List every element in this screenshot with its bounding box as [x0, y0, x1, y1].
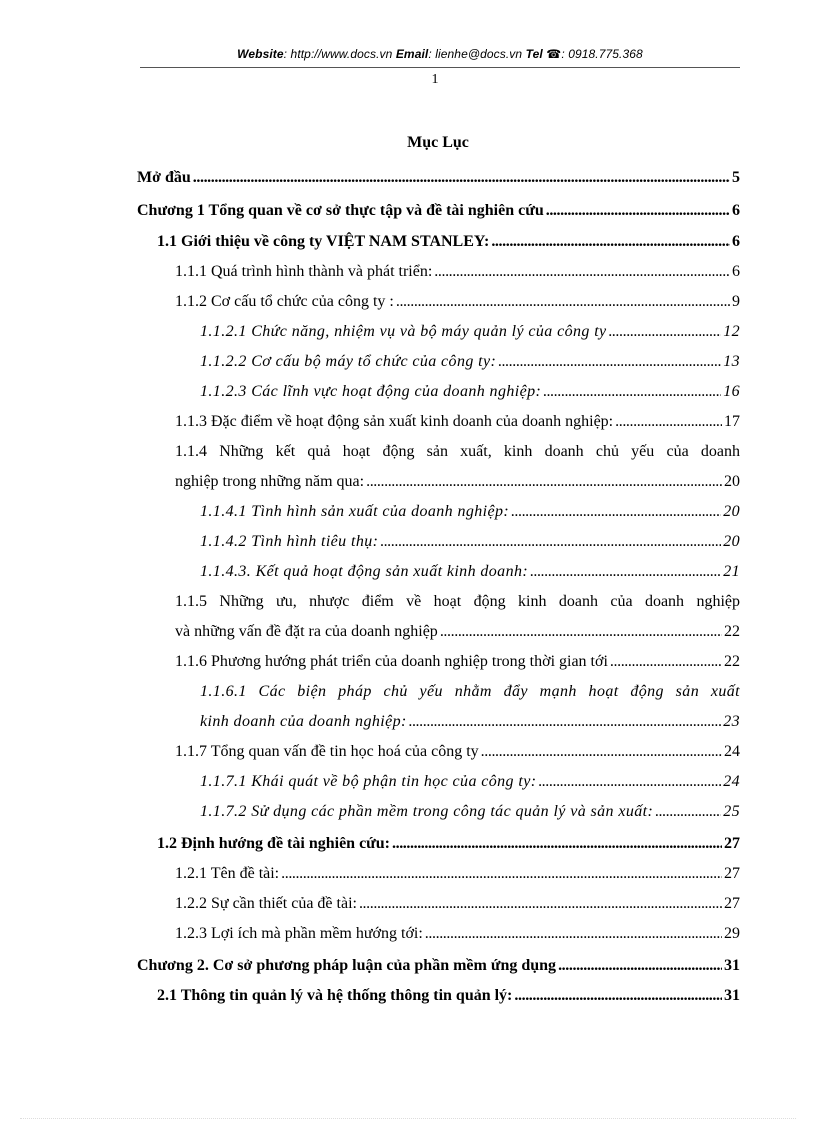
- dot-leader: [615, 412, 722, 432]
- toc-entry-page: 27: [724, 865, 740, 882]
- toc-entry: [200, 382, 740, 404]
- toc-entry-text: 1.1.2.3 Các lĩnh vực hoạt động của doanh nghiệp:: [200, 383, 542, 400]
- toc-entry: [137, 168, 740, 190]
- toc-entry-text: 1.1.1 Quá trình hình thành và phát triển:: [175, 263, 433, 280]
- toc-entry-page: 20: [723, 533, 740, 550]
- toc-entry-text: 1.2.3 Lợi ích mà phần mềm hướng tới:: [175, 925, 423, 942]
- toc-entry: [157, 834, 740, 856]
- dot-leader: [543, 382, 721, 402]
- phone-icon: ☎: [546, 47, 562, 61]
- toc-entry-text: 1.1.2 Cơ cấu tổ chức của công ty :: [175, 293, 394, 310]
- toc-entry-line: 1.1.4 Những kết quả hoạt động sản xuất, kinh doanh chủ yếu của doanh: [175, 443, 740, 460]
- toc-entry-page: 5: [732, 169, 740, 186]
- website-label: Website: [237, 47, 284, 61]
- toc-entry: [200, 772, 740, 794]
- toc-title: Mục Lục: [407, 134, 469, 151]
- dot-leader: [538, 772, 721, 792]
- toc-entry-page: 27: [724, 895, 740, 912]
- toc-entry-page: 23: [723, 713, 740, 730]
- dot-leader: [366, 472, 722, 492]
- toc-entry-text: 1.1.2.2 Cơ cấu bộ máy tổ chức của công ty:: [200, 353, 497, 370]
- toc-entry: [200, 802, 740, 824]
- toc-entry: [175, 742, 740, 764]
- toc-entry-text: 1.1.4.3. Kết quả hoạt động sản xuất kinh doanh:: [200, 563, 529, 580]
- toc-entry-text: kinh doanh của doanh nghiệp:: [200, 713, 407, 730]
- dot-leader: [409, 712, 721, 732]
- dot-leader: [558, 956, 722, 976]
- tel-label: Tel: [525, 47, 543, 61]
- toc-entry-text: 2.1 Thông tin quản lý và hệ thống thông tin quản lý:: [157, 987, 513, 1004]
- toc-entry: [200, 352, 740, 374]
- toc-entry-text: 1.1 Giới thiệu về công ty VIỆT NAM STANLEY:: [157, 233, 490, 250]
- toc-entry-text: 1.1.7 Tổng quan vấn đề tin học hoá của công ty: [175, 743, 479, 760]
- dot-leader: [481, 742, 722, 762]
- toc-entry-page: 12: [723, 323, 740, 340]
- header-divider: [140, 67, 740, 68]
- toc-entry: [137, 201, 740, 223]
- toc-entry-text: nghiệp trong những năm qua:: [175, 473, 365, 490]
- dot-leader: [511, 502, 721, 522]
- dot-leader: [610, 652, 722, 672]
- toc-entry-page: 24: [724, 743, 740, 760]
- toc-entry: [200, 712, 740, 734]
- toc-entry: [157, 986, 740, 1008]
- toc-entry-page: 31: [724, 987, 740, 1004]
- toc-entry: [175, 894, 740, 916]
- toc-entry-line: 1.1.5 Những ưu, nhược điểm về hoạt động kinh doanh của doanh nghiệp: [175, 593, 740, 610]
- page-header: [140, 47, 740, 61]
- toc-entry: [157, 232, 740, 254]
- dot-leader: [530, 562, 721, 582]
- toc-entry-page: 20: [724, 473, 740, 490]
- toc-entry: [175, 412, 740, 434]
- toc-entry-text: 1.2.2 Sự cần thiết của đề tài:: [175, 895, 357, 912]
- email-label: Email: [395, 47, 429, 61]
- toc-entry-page: 29: [724, 925, 740, 942]
- toc-entry: [175, 292, 740, 314]
- toc-entry-page: 9: [732, 293, 740, 310]
- toc-entry-page: 6: [732, 263, 740, 280]
- toc-entry-page: 16: [723, 383, 740, 400]
- toc-entry-text: 1.1.4.2 Tình hình tiêu thụ:: [200, 533, 379, 550]
- toc-entry-text: 1.1.2.1 Chức năng, nhiệm vụ và bộ máy quản lý của công ty: [200, 323, 607, 340]
- toc-entry-text: 1.2.1 Tên đề tài:: [175, 865, 280, 882]
- toc-entry-text: 1.1.7.1 Khái quát về bộ phận tin học của công ty:: [200, 773, 537, 790]
- toc-entry-text: 1.1.6 Phương hướng phát triển của doanh nghiệp trong thời gian tới: [175, 653, 608, 670]
- toc-entry-text: 1.1.4.1 Tình hình sản xuất của doanh nghiệp:: [200, 503, 510, 520]
- dot-leader: [396, 292, 730, 312]
- toc-entry: [175, 262, 740, 284]
- toc-entry-page: 13: [723, 353, 740, 370]
- toc-entry: [175, 924, 740, 946]
- toc-entry-page: 6: [732, 233, 740, 250]
- email-value: : lienhe@docs.vn: [428, 47, 523, 61]
- toc-entry-page: 22: [724, 623, 740, 640]
- dot-leader: [359, 894, 722, 914]
- toc-entry-line: 1.1.6.1 Các biện pháp chủ yếu nhằm đẩy mạnh hoạt động sản xuất: [200, 683, 740, 700]
- toc-entry: [200, 532, 740, 554]
- toc-entry: [200, 562, 740, 584]
- dot-leader: [434, 262, 730, 282]
- toc-entry: [175, 472, 740, 494]
- toc-entry-page: 21: [723, 563, 740, 580]
- toc-entry: [137, 956, 740, 978]
- toc-entry-text: 1.1.3 Đặc điểm về hoạt động sản xuất kinh doanh của doanh nghiệp:: [175, 413, 614, 430]
- website-value: : http://www.docs.vn: [283, 47, 393, 61]
- toc-entry-page: 27: [724, 835, 740, 852]
- toc-entry-text: Chương 1 Tổng quan về cơ sở thực tập và đề tài nghiên cứu: [137, 202, 544, 219]
- dot-leader: [281, 864, 722, 884]
- toc-entry-page: 31: [724, 957, 740, 974]
- toc-entry: [200, 502, 740, 524]
- dot-leader: [609, 322, 722, 342]
- toc-entry-text: Chương 2. Cơ sở phương pháp luận của phần mềm ứng dụng: [137, 957, 557, 974]
- toc-entry-page: 20: [723, 503, 740, 520]
- dot-leader: [491, 232, 730, 252]
- dot-leader: [392, 834, 722, 854]
- footer-divider: [20, 1118, 796, 1119]
- toc-entry: [175, 622, 740, 644]
- tel-value: : 0918.775.368: [561, 47, 643, 61]
- toc-entry-page: 6: [732, 202, 740, 219]
- dot-leader: [380, 532, 721, 552]
- dot-leader: [498, 352, 721, 372]
- dot-leader: [193, 168, 730, 188]
- dot-leader: [546, 201, 730, 221]
- toc-entry-text: 1.1.7.2 Sử dụng các phần mềm trong công tác quản lý và sản xuất:: [200, 803, 654, 820]
- toc-entry-text: Mở đầu: [137, 169, 191, 186]
- toc-entry: [175, 864, 740, 886]
- page-number: 1: [431, 72, 439, 87]
- toc-entry-page: 24: [723, 773, 740, 790]
- dot-leader: [514, 986, 722, 1006]
- toc-entry-text: 1.2 Định hướng đề tài nghiên cứu:: [157, 835, 390, 852]
- dot-leader: [425, 924, 722, 944]
- toc-entry-page: 25: [723, 803, 740, 820]
- toc-entry-page: 17: [724, 413, 740, 430]
- dot-leader: [655, 802, 721, 822]
- toc-entry: [175, 652, 740, 674]
- toc-entry-text: và những vấn đề đặt ra của doanh nghiệp: [175, 623, 438, 640]
- dot-leader: [440, 622, 722, 642]
- toc-entry: [200, 322, 740, 344]
- toc-entry-page: 22: [724, 653, 740, 670]
